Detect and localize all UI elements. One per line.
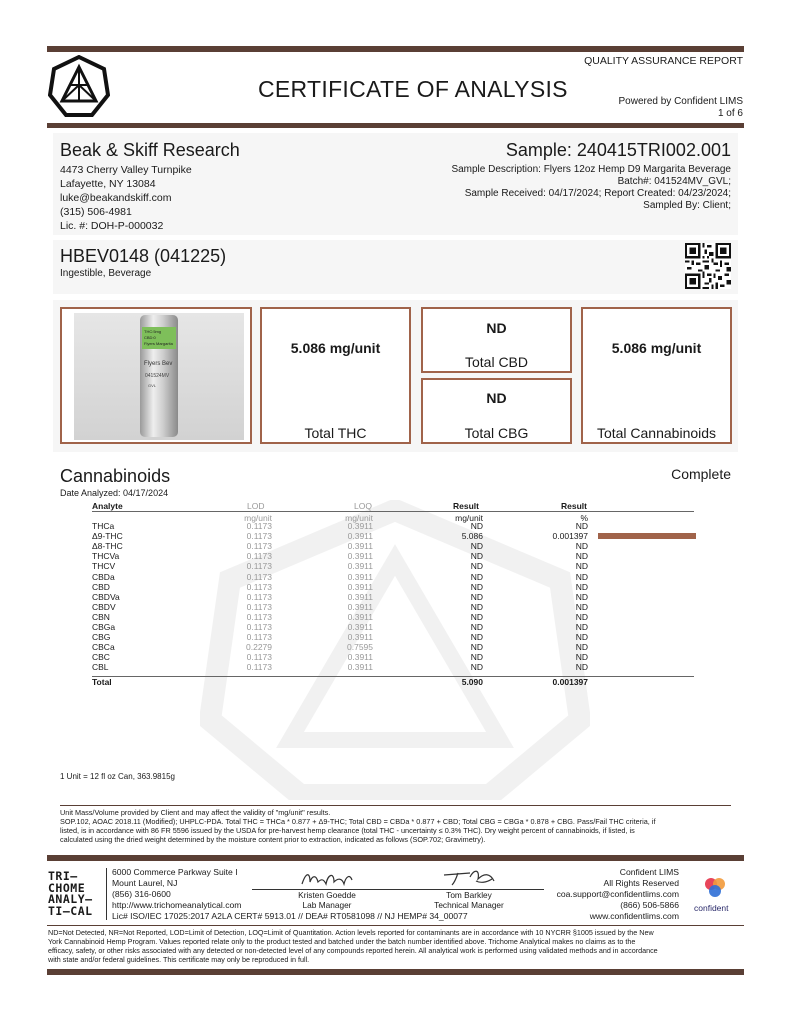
beverage-can-photo: [74, 313, 244, 440]
analyte-lod: 0.1173: [246, 662, 272, 673]
analyte-name: CBGa: [92, 622, 116, 632]
analyte-lod: 0.1173: [246, 622, 272, 632]
note-line-3: listed, is in accordance with 86 FR 5596 issued by the USDA for pre-harvest hemp clearance (total THC - uncertainty ≤ 0.3% THC). Dry weight percent of cannabinoids, if listed, is: [60, 826, 635, 835]
analyte-result-pct: ND: [575, 541, 588, 552]
footer-address-1: 6000 Commerce Parkway Suite I: [112, 867, 238, 877]
total-cbd-value: ND: [486, 320, 507, 336]
analyte-name: THCa: [92, 521, 115, 531]
cannabinoids-title: Cannabinoids: [60, 466, 171, 486]
footer-address-2: Mount Laurel, NJ: [112, 878, 178, 888]
signer-1-name: Kristen Goedde: [298, 890, 356, 900]
lab-address-2: Lafayette, NY 13084: [60, 178, 156, 190]
analyte-result-pct: ND: [575, 601, 588, 612]
table-total-rule: [92, 676, 694, 677]
analyte-result: ND: [470, 652, 483, 663]
analyte-name: CBL: [92, 662, 109, 673]
confident-email[interactable]: coa.support@confidentlims.com: [556, 889, 679, 899]
powered-by: Powered by Confident LIMS: [618, 96, 743, 107]
result-bar: [598, 533, 696, 539]
can-label-line-6: GVL: [148, 383, 157, 388]
product-id: HBEV0148 (041225): [60, 246, 227, 266]
signature-kristen: [298, 868, 358, 890]
note-line-2: SOP.102, AOAC 2018.11 (Modified); UHPLC-PDA. Total THC = THCa * 0.877 + Δ9-THC; Total CBD = CBDa * 0.877 + CBD; Total CBG = CBGa * 0.878 + CBG. Pass/Fail THC criteria, if: [60, 817, 656, 826]
table-header-rule: [92, 511, 694, 512]
analyte-loq: 0.3911: [347, 652, 373, 663]
analyte-loq: 0.3911: [347, 581, 373, 592]
analyte-lod: 0.1173: [246, 541, 272, 552]
confident-logo-icon: [704, 876, 726, 900]
analyte-result: 5.086: [461, 531, 483, 542]
cannabinoids-status: Complete: [671, 466, 731, 482]
disclaimer-line-1: ND=Not Detected, NR=Not Reported, LOD=Limit of Detection, LOQ=Limit of Quantitation. Action levels reported for contaminants are in accordance with 10 NYCRR §1005 issued by the New: [48, 928, 654, 937]
tca-logo-line-2: CHOME: [48, 880, 86, 895]
tca-logo-line-3: ANALY–: [48, 892, 93, 906]
sample-batch: Batch#: 041524MV_GVL;: [617, 176, 731, 187]
sample-id: Sample: 240415TRI002.001: [505, 140, 731, 160]
analyte-name: CBD: [92, 581, 110, 592]
analyte-lod: 0.1173: [246, 581, 272, 592]
can-label-line-1: THC:5mg: [144, 329, 162, 334]
analyte-loq: 0.3911: [347, 591, 373, 602]
confident-logo-text: confident: [694, 903, 729, 913]
analyte-name: CBG: [92, 632, 111, 643]
lab-address-1: 4473 Cherry Valley Turnpike: [60, 164, 192, 176]
can-label-line-4: Flyers Bev: [144, 361, 173, 367]
disclaimer-line-2: York Cannabinoid Hemp Program. Values reported relate only to the product tested and batched under the batch number identified above. Trichome Analytical makes no claims as to the: [48, 937, 636, 946]
page-title: CERTIFICATE OF ANALYSIS: [258, 76, 568, 102]
analyte-lod: 0.1173: [246, 652, 272, 663]
analyte-result: ND: [470, 541, 483, 552]
product-photo-frame: [60, 307, 252, 444]
analyte-loq: 0.3911: [347, 561, 373, 572]
analyte-lod: 0.1173: [246, 561, 272, 572]
analyte-name: THCVa: [92, 551, 120, 562]
analyte-name: Δ8-THC: [92, 541, 123, 552]
tca-logo-line-1: TRI–: [48, 869, 78, 883]
page-number: 1 of 6: [717, 108, 743, 119]
analyte-name: THCV: [92, 561, 116, 572]
col-analyte: Analyte: [92, 501, 123, 511]
signer-1-title: Lab Manager: [302, 900, 352, 910]
analyte-lod: 0.1173: [246, 591, 272, 602]
analyte-result-pct: ND: [575, 571, 588, 582]
analyte-lod: 0.1173: [246, 632, 272, 643]
total-cbd-label: Total CBD: [464, 354, 529, 370]
sample-dates: Sample Received: 04/17/2024; Report Created: 04/23/2024;: [464, 188, 731, 199]
analyte-lod: 0.1173: [246, 601, 272, 612]
analyte-result-pct: ND: [575, 622, 588, 632]
disclaimer-line-3: efficacy, safety, or other risks associated with any detected or non-detected level of any compounds reported herein. All analytical work is performed using validated methods and in accordance: [48, 946, 658, 955]
logo-divider: [106, 868, 107, 920]
analyte-loq: 0.7595: [347, 642, 373, 653]
disclaimer-rule: [47, 925, 744, 926]
date-analyzed: Date Analyzed: 04/17/2024: [60, 488, 169, 498]
bottom-bar: [47, 969, 744, 975]
lab-email: luke@beakandskiff.com: [60, 192, 172, 204]
analyte-name: CBN: [92, 611, 110, 622]
analyte-result: ND: [470, 611, 483, 622]
lab-emblem-icon: [48, 55, 110, 119]
analyte-loq: 0.3911: [347, 531, 373, 542]
analyte-result-pct: ND: [575, 581, 588, 592]
analyte-result: ND: [470, 561, 483, 572]
confident-phone: (866) 506-5866: [620, 900, 679, 910]
analyte-loq: 0.3911: [347, 601, 373, 612]
footer-top-bar: [47, 855, 744, 861]
analyte-lod: 0.1173: [246, 521, 272, 531]
col-lod: LOD: [247, 501, 265, 511]
unit-result: mg/unit: [455, 513, 483, 523]
total-thc-value: 5.086 mg/unit: [290, 340, 381, 356]
lab-phone: (315) 506-4981: [60, 206, 132, 218]
signer-2-name: Tom Barkley: [446, 890, 492, 900]
qr-code-icon[interactable]: [685, 243, 731, 289]
total-thc-label: Total THC: [304, 425, 367, 441]
analyte-loq: 0.3911: [347, 662, 373, 673]
total-cbg-box: [421, 378, 572, 444]
top-bar: [47, 46, 744, 52]
analyte-result: ND: [470, 622, 483, 632]
analyte-result-pct: ND: [575, 652, 588, 663]
analyte-result-pct: ND: [575, 632, 588, 643]
can-label-line-3: Flyers Margarita: [144, 341, 173, 346]
analyte-result-pct: 0.001397: [552, 531, 588, 542]
total-row-result: 5.090: [461, 677, 483, 687]
analyte-name: CBCa: [92, 642, 115, 653]
analyte-result: ND: [470, 581, 483, 592]
analyte-loq: 0.3911: [347, 541, 373, 552]
analyte-result-pct: ND: [575, 662, 588, 673]
analyte-name: CBC: [92, 652, 110, 663]
footer-website[interactable]: http://www.trichomeanalytical.com: [112, 900, 242, 910]
note-line-4: calculated using the dried weight determined by the moisture content prior to extraction, indicated as follows (SOP.702; Gravimetry).: [60, 835, 486, 844]
unit-lod: mg/unit: [244, 513, 272, 523]
analyte-result-pct: ND: [575, 591, 588, 602]
note-line-1: Unit Mass/Volume provided by Client and may affect the validity of "mg/unit" results.: [60, 808, 331, 817]
can-label-line-5: 041524MV: [145, 373, 170, 379]
total-cbg-label: Total CBG: [464, 425, 529, 441]
analyte-name: CBDV: [92, 601, 116, 612]
tca-logo-line-4: TI–CAL: [48, 903, 93, 918]
analyte-loq: 0.3911: [347, 622, 373, 632]
analyte-result-pct: ND: [575, 611, 588, 622]
product-type: Ingestible, Beverage: [60, 268, 152, 279]
total-cannabinoids-label: Total Cannabinoids: [596, 425, 717, 441]
trichome-analytical-logo: [48, 871, 93, 917]
analyte-lod: 0.1173: [246, 531, 272, 542]
footer-certs: Lic# ISO/IEC 17025:2017 A2LA CERT# 5913.01 // DEA# RT0581098 // NJ HEMP# 34_00077: [112, 911, 468, 921]
total-cbg-value: ND: [486, 390, 507, 406]
analyte-lod: 0.2279: [246, 642, 272, 653]
analyte-loq: 0.3911: [347, 571, 373, 582]
analyte-result: ND: [470, 521, 483, 531]
sample-description: Sample Description: Flyers 12oz Hemp D9 Margarita Beverage: [451, 164, 731, 175]
analyte-result: ND: [470, 632, 483, 643]
total-row-pct: 0.001397: [552, 677, 588, 687]
lab-name: Beak & Skiff Research: [60, 140, 240, 160]
unit-loq: mg/unit: [345, 513, 373, 523]
analyte-result: ND: [470, 601, 483, 612]
confident-site[interactable]: www.confidentlims.com: [589, 911, 679, 921]
unit-result-pct: %: [580, 513, 588, 523]
analyte-name: CBDVa: [92, 591, 120, 602]
analyte-result-pct: ND: [575, 551, 588, 562]
total-cannabinoids-box: [581, 307, 732, 444]
analyte-result: ND: [470, 642, 483, 653]
analyte-loq: 0.3911: [347, 611, 373, 622]
footer-phone: (856) 316-0600: [112, 889, 171, 899]
disclaimer-line-4: with state and/or federal guidelines. This certificate may only be reproduced in full.: [48, 955, 310, 964]
total-row-name: Total: [92, 677, 112, 687]
analyte-loq: 0.3911: [347, 521, 373, 531]
analyte-result-pct: ND: [575, 642, 588, 653]
analyte-lod: 0.1173: [246, 571, 272, 582]
can-label-line-2: CBD:0: [144, 335, 156, 340]
analyte-name: Δ9-THC: [92, 531, 123, 542]
signature-tom: [440, 865, 500, 889]
header-divider: [47, 123, 744, 128]
total-thc-box: [260, 307, 411, 444]
col-result: Result: [453, 501, 479, 511]
analyte-lod: 0.1173: [246, 611, 272, 622]
lab-license: Lic. #: DOH-P-000032: [60, 220, 164, 232]
col-result-pct: Result: [561, 501, 587, 511]
signer-2-title: Technical Manager: [434, 900, 504, 910]
report-type: QUALITY ASSURANCE REPORT: [584, 55, 743, 67]
sampled-by: Sampled By: Client;: [643, 200, 731, 211]
analyte-result: ND: [470, 551, 483, 562]
analyte-lod: 0.1173: [246, 551, 272, 562]
analyte-loq: 0.3911: [347, 551, 373, 562]
confident-rights: All Rights Reserved: [603, 878, 679, 888]
analyte-result-pct: ND: [575, 521, 588, 531]
unit-definition: 1 Unit = 12 fl oz Can, 363.9815g: [60, 772, 175, 781]
analyte-result: ND: [470, 571, 483, 582]
col-loq: LOQ: [354, 501, 372, 511]
analyte-result-pct: ND: [575, 561, 588, 572]
notes-rule: [60, 805, 731, 806]
analyte-loq: 0.3911: [347, 632, 373, 643]
analyte-result: ND: [470, 591, 483, 602]
total-cannabinoids-value: 5.086 mg/unit: [611, 340, 702, 356]
analyte-name: CBDa: [92, 571, 115, 582]
total-cbd-box: [421, 307, 572, 373]
confident-name: Confident LIMS: [619, 867, 679, 877]
analyte-result: ND: [470, 662, 483, 673]
